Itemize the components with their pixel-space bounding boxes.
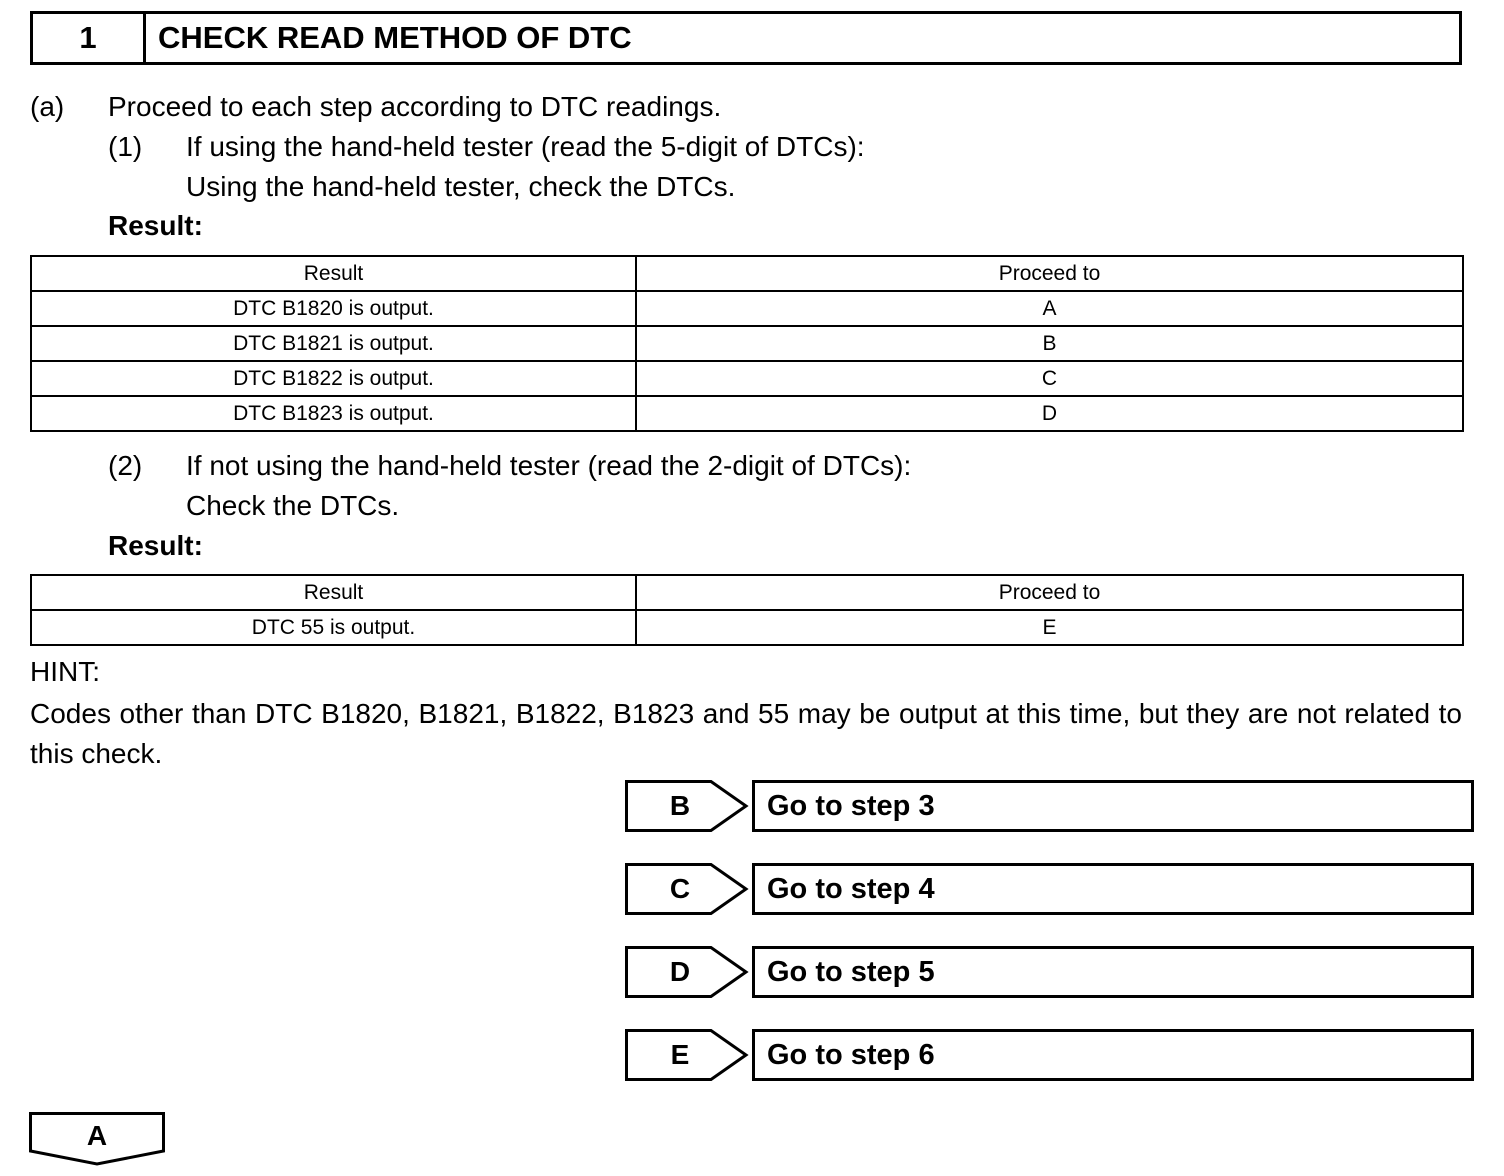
hint-label: HINT: [30,656,100,687]
table-cell-result: DTC 55 is output. [31,610,636,645]
go-to-step-button[interactable]: Go to step 6 [752,1029,1474,1081]
intro-marker: (a) [30,91,65,122]
table-header-proceed: Proceed to [636,256,1463,291]
branch-b[interactable] [625,780,1462,832]
section2-line1: If not using the hand-held tester (read the 2-digit of DTCs): [186,450,912,481]
step-header [30,11,1462,65]
table-cell-proceed: C [636,361,1463,396]
table-row [31,291,1463,326]
section1-line2: Using the hand-held tester, check the DTCs. [186,171,736,202]
table-cell-result: DTC B1820 is output. [31,291,636,326]
table-cell-result: DTC B1822 is output. [31,361,636,396]
branch-e[interactable] [625,1029,1462,1081]
branch-c[interactable] [625,863,1462,915]
section1-line1: If using the hand-held tester (read the 5-digit of DTCs): [186,131,865,162]
table-row [31,326,1463,361]
go-to-step-button[interactable]: Go to step 5 [752,946,1474,998]
table-cell-result: DTC B1821 is output. [31,326,636,361]
table-row [31,361,1463,396]
section2-result-label: Result: [108,530,203,561]
table-header-result: Result [31,256,636,291]
table-header-result: Result [31,575,636,610]
table-row [31,396,1463,431]
table-cell-proceed: A [636,291,1463,326]
go-to-step-button[interactable]: Go to step 3 [752,780,1474,832]
section1-marker: (1) [108,131,143,162]
step-title: CHECK READ METHOD OF DTC [158,20,632,55]
table-cell-proceed: D [636,396,1463,431]
section2-line2: Check the DTCs. [186,490,400,521]
section2-marker: (2) [108,450,143,481]
table-cell-proceed: E [636,610,1463,645]
table-cell-proceed: B [636,326,1463,361]
branch-d[interactable] [625,946,1462,998]
go-to-step-button[interactable]: Go to step 4 [752,863,1474,915]
table-row [31,610,1463,645]
continue-letter: A [86,1120,108,1151]
table-header-row [31,575,1463,610]
branch-letter: C [669,873,691,904]
continue-a-box[interactable] [29,1112,165,1166]
hint-text: Codes other than DTC B1820, B1821, B1822, B1823 and 55 may be output at this time, but they are not related to this check. [30,698,1462,769]
section1-result-table [30,255,1464,432]
branch-letter: D [669,956,691,987]
section2-result-table [30,574,1464,646]
section1-result-label: Result: [108,210,203,241]
table-header-row [31,256,1463,291]
intro-text: Proceed to each step according to DTC readings. [108,91,722,122]
step-number: 1 [33,14,146,62]
table-cell-result: DTC B1823 is output. [31,396,636,431]
branch-letter: E [670,1039,690,1070]
table-header-proceed: Proceed to [636,575,1463,610]
branch-letter: B [669,790,691,821]
